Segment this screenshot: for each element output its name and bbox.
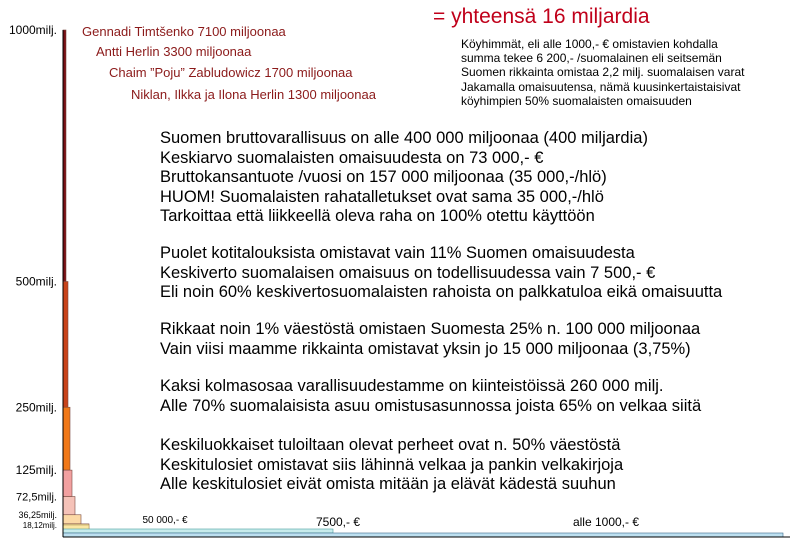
stat-line: Kaksi kolmasosaa varallisuudestamme on kiinteistöissä 260 000 milj.: [160, 377, 664, 395]
stat-line: Keskiverto suomalaisen omaisuus on todellisuudessa vain 7 500,- €: [160, 263, 656, 282]
total-title: = yhteensä 16 miljardia: [433, 5, 650, 28]
wealth-band: [63, 515, 81, 524]
stat-block-4: [160, 377, 701, 416]
stat-block-5: [160, 436, 623, 495]
stat-line: Vain viisi maamme rikkainta omistavat yksin jo 15 000 miljoonaa (3,75%): [160, 339, 691, 358]
stat-line: Keskitulosiet omistavat siis lähinnä velkaa ja pankin velkakirjoja: [160, 455, 624, 474]
y-tick-label: 18,12milj.: [22, 521, 57, 530]
stat-line: Eli noin 60% keskivertosuomalaisten rahoista on palkkatuloa eikä omaisuutta: [160, 283, 723, 301]
stat-line: Rikkaat noin 1% väestöstä omistaen Suomesta 25% n. 100 000 miljoonaa: [160, 320, 701, 338]
richest-label-4: Niklan, Ilkka ja Ilona Herlin 1300 miljoonaa: [131, 87, 376, 102]
stat-line: Puolet kotitalouksista omistavat vain 11% Suomen omaisuudesta: [160, 244, 635, 262]
stat-line: Tarkoittaa että liikkeellä oleva raha on 100% otettu käyttöön: [160, 207, 595, 225]
y-tick-label: 125milj.: [15, 463, 57, 478]
richest-label-1: Gennadi Timtšenko 7100 miljoonaa: [82, 24, 286, 39]
y-tick-label: 250milj.: [15, 400, 57, 415]
x-tick-label: 7500,- €: [315, 515, 361, 529]
stat-block-1: [160, 129, 648, 227]
stat-line: HUOM! Suomalaisten rahatalletukset ovat sama 35 000,-/hlö: [160, 187, 604, 206]
stat-block-2: [160, 244, 722, 303]
y-tick-label: 500milj.: [15, 274, 57, 289]
stat-line: Alle keskitulosiet eivät omista mitään ja elävät kädestä suuhun: [160, 475, 616, 493]
y-tick-label: 1000milj.: [8, 23, 57, 37]
total-note-line: Jakamalla omaisuutensa, nämä kuusinkertaistaisivat: [461, 79, 741, 94]
wealth-band: [63, 407, 70, 470]
population-bar: [63, 533, 783, 537]
total-note: [461, 37, 791, 108]
stat-line: Keskiarvo suomalaisten omaisuudesta on 73 000,- €: [160, 148, 544, 167]
stat-block-3: [160, 320, 700, 359]
x-tick-label: alle 1000,- €: [572, 515, 640, 529]
stat-line: Alle 70% suomalaisista asuu omistusasunnossa joista 65% on velkaa siitä: [160, 396, 702, 415]
richest-label-2: Antti Herlin 3300 miljoonaa: [96, 44, 252, 59]
wealth-band: [63, 470, 72, 496]
stat-line: Bruttokansantuote /vuosi on 157 000 miljoonaa (35 000,-/hlö): [160, 168, 607, 186]
richest-label-3: Chaim ”Poju” Zabludowicz 1700 miljoonaa: [109, 65, 353, 80]
stat-line: Suomen bruttovarallisuus on alle 400 000 miljoonaa (400 miljardia): [160, 129, 648, 147]
total-note-line: Köyhimmät, eli alle 1000,- € omistavien kohdalla: [461, 37, 718, 51]
y-tick-label: 72,5milj.: [16, 491, 57, 504]
y-tick-label: 36,25milj.: [18, 510, 57, 520]
stat-line: Keskiluokkaiset tuloiltaan olevat perheet ovat n. 50% väestöstä: [160, 436, 621, 454]
wealth-band: [63, 497, 75, 515]
total-note-line: köyhimpien 50% suomalaisten omaisuuden: [461, 93, 692, 108]
total-note-line: summa tekee 6 200,- /suomalainen eli seitsemän: [461, 51, 722, 66]
population-bar: [63, 529, 333, 533]
x-tick-label: 50 000,- €: [142, 515, 188, 526]
total-note-line: Suomen rikkainta omistaa 2,2 milj. suomalaisen varat: [461, 65, 745, 80]
wealth-band: [63, 282, 68, 408]
